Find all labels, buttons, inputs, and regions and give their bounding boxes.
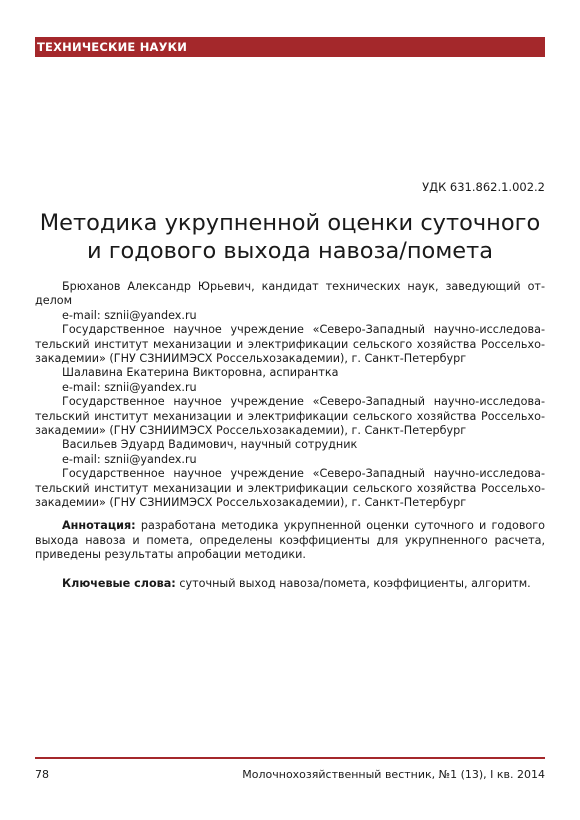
- section-label: ТЕХНИЧЕСКИЕ НАУКИ: [37, 40, 188, 54]
- author-2-affiliation: Государственное научное учреждение «Северо-Западный научно-исследовательский институт механизации и электрификации сельского хозяйства Россельхозакадемии» (ГНУ СЗНИИМЭСХ Россельхозакадемии), г. Санкт-Петербург: [35, 395, 545, 438]
- author-2-name: Шалавина Екатерина Викторовна, аспирантка: [62, 366, 339, 380]
- page-number: 78: [35, 768, 49, 781]
- journal-reference: Молочнохозяйственный вестник, №1 (13), I кв. 2014: [242, 768, 545, 781]
- abstract-label: Аннотация:: [62, 519, 136, 532]
- article-title: [35, 209, 545, 265]
- author-1-affiliation: Государственное научное учреждение «Северо-Западный научно-исследовательский институт механизации и электрификации сельского хозяйства Россельхозакадемии» (ГНУ СЗНИИМЭСХ Россельхозакадемии), г. Санкт-Петербург: [35, 323, 545, 366]
- author-1-name: Брюханов Александр Юрьевич, кандидат технических наук, заведующий отделом: [35, 280, 545, 308]
- footer-divider: [35, 757, 545, 759]
- author-2-email: e-mail: sznii@yandex.ru: [62, 380, 197, 394]
- authors-block: [35, 280, 545, 511]
- article-title-line-2: и годового выхода навоза/помета: [86, 238, 494, 264]
- keywords-label: Ключевые слова:: [62, 577, 176, 590]
- author-3-email: e-mail: sznii@yandex.ru: [62, 452, 197, 466]
- keywords: [35, 577, 545, 592]
- author-3-name: Васильев Эдуард Вадимович, научный сотрудник: [62, 438, 358, 452]
- udk-code: УДК 631.862.1.002.2: [422, 180, 545, 194]
- author-1-email: e-mail: sznii@yandex.ru: [62, 308, 197, 322]
- article-title-line-1: Методика укрупненной оценки суточного: [39, 210, 541, 236]
- author-3-affiliation: Государственное научное учреждение «Северо-Западный научно-исследовательский институт механизации и электрификации сельского хозяйства Россельхозакадемии» (ГНУ СЗНИИМЭСХ Россельхозакадемии), г. Санкт-Петербург: [35, 467, 545, 510]
- abstract-text: разработана методика укрупненной оценки суточного и годового выхода навоза и помета, определены коэффициенты для укрупненного расчета, приведены результаты апробации методики.: [35, 519, 545, 562]
- section-header-bar: [35, 37, 545, 57]
- abstract: [35, 519, 545, 563]
- keywords-text: суточный выход навоза/помета, коэффициенты, алгоритм.: [175, 577, 531, 590]
